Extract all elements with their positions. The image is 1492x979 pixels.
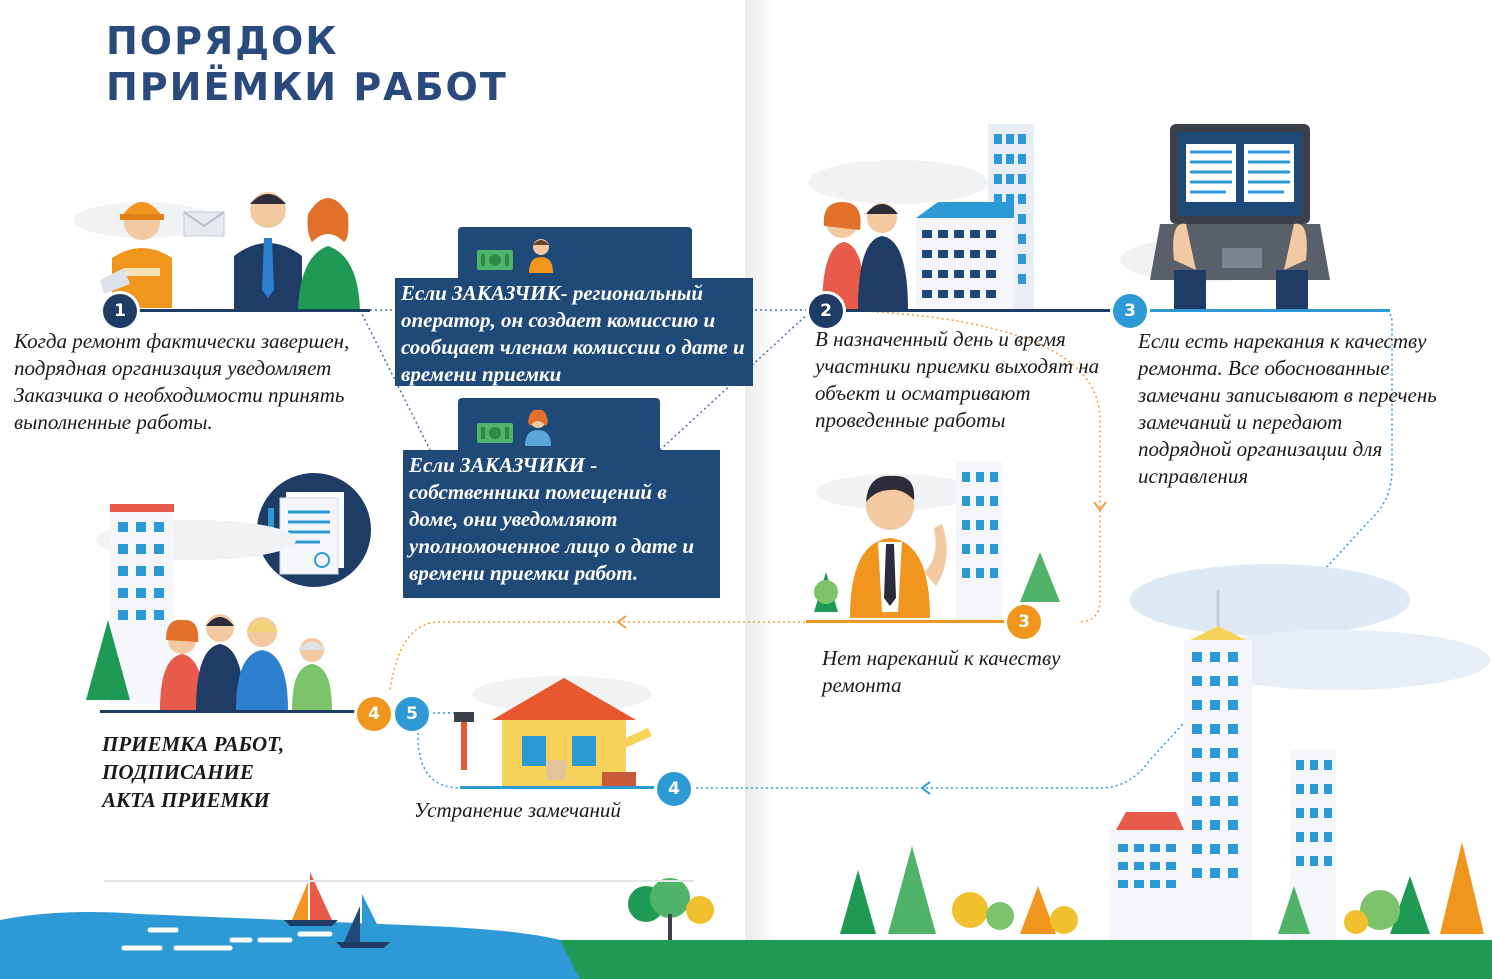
step-5-badge: 5 xyxy=(392,694,432,734)
step-3b-text: Нет нареканий к качеству ремонта xyxy=(822,646,1061,697)
step-2-badge: 2 xyxy=(806,291,846,331)
couple-icon xyxy=(226,186,366,310)
final-line-2: ПОДПИСАНИЕ xyxy=(102,760,254,784)
buildings-icon xyxy=(808,122,1068,312)
owner-icon xyxy=(524,408,552,446)
worker-icon xyxy=(84,180,214,310)
sailboat-icon xyxy=(280,868,340,926)
sailboat-icon xyxy=(332,890,392,950)
owners-box: Если ЗАКАЗЧИКИ - собственники помещений в доме, они уведомляют уполномоченное лицо о дате и времени приемки работ. xyxy=(403,450,720,598)
horizon-line xyxy=(104,880,694,882)
money-icon xyxy=(476,422,514,444)
step-4-fix-text: Устранение замечаний xyxy=(414,798,621,822)
title-line-2: ПРИЁМКИ РАБОТ xyxy=(106,65,508,109)
laptop-icon xyxy=(1130,120,1360,310)
family-icon xyxy=(86,500,376,712)
step-4-fix-badge: 4 xyxy=(654,769,694,809)
step-4-final-badge: 4 xyxy=(354,694,394,734)
step-3a-baseline xyxy=(1130,309,1390,312)
owners-header xyxy=(458,398,660,450)
hammer-icon xyxy=(452,710,476,770)
operator-header xyxy=(458,227,692,279)
final-step-title xyxy=(102,730,382,814)
money-icon xyxy=(476,249,514,271)
operator-icon xyxy=(528,237,554,273)
step-1-text: Когда ремонт фактически завершен, подрядная организация уведомляет Заказчика о необходимости принять выполненные работы. xyxy=(14,329,350,434)
envelope-icon xyxy=(182,210,228,240)
step-2-text: В назначенный день и время участники приемки выходят на объект и осматривают проведенные работы xyxy=(815,327,1100,432)
operator-box: Если ЗАКАЗЧИК- региональный оператор, он создает комиссию и сообщает членам комиссии о дате и времени приемки xyxy=(395,278,753,386)
step-1-baseline xyxy=(100,309,370,312)
final-line-1: ПРИЕМКА РАБОТ, xyxy=(102,732,285,756)
title-line-1: ПОРЯДОК xyxy=(106,19,339,63)
step-3b-badge: 3 xyxy=(1004,602,1044,642)
step-4-fix-baseline xyxy=(460,786,680,789)
step-1-badge: 1 xyxy=(100,291,140,331)
step-2-baseline xyxy=(826,309,1116,312)
house-repair-icon xyxy=(452,664,662,790)
tree-icon xyxy=(800,830,1492,940)
step-final-baseline xyxy=(100,710,370,713)
final-line-3: АКТА ПРИЕМКИ xyxy=(102,788,270,812)
step-3a-text: Если есть нарекания к качеству ремонта. Все обоснованные замечани записывают в перечень замечаний и передают подрядной организации для исправления xyxy=(1138,329,1437,488)
step-3a-badge: 3 xyxy=(1110,291,1150,331)
